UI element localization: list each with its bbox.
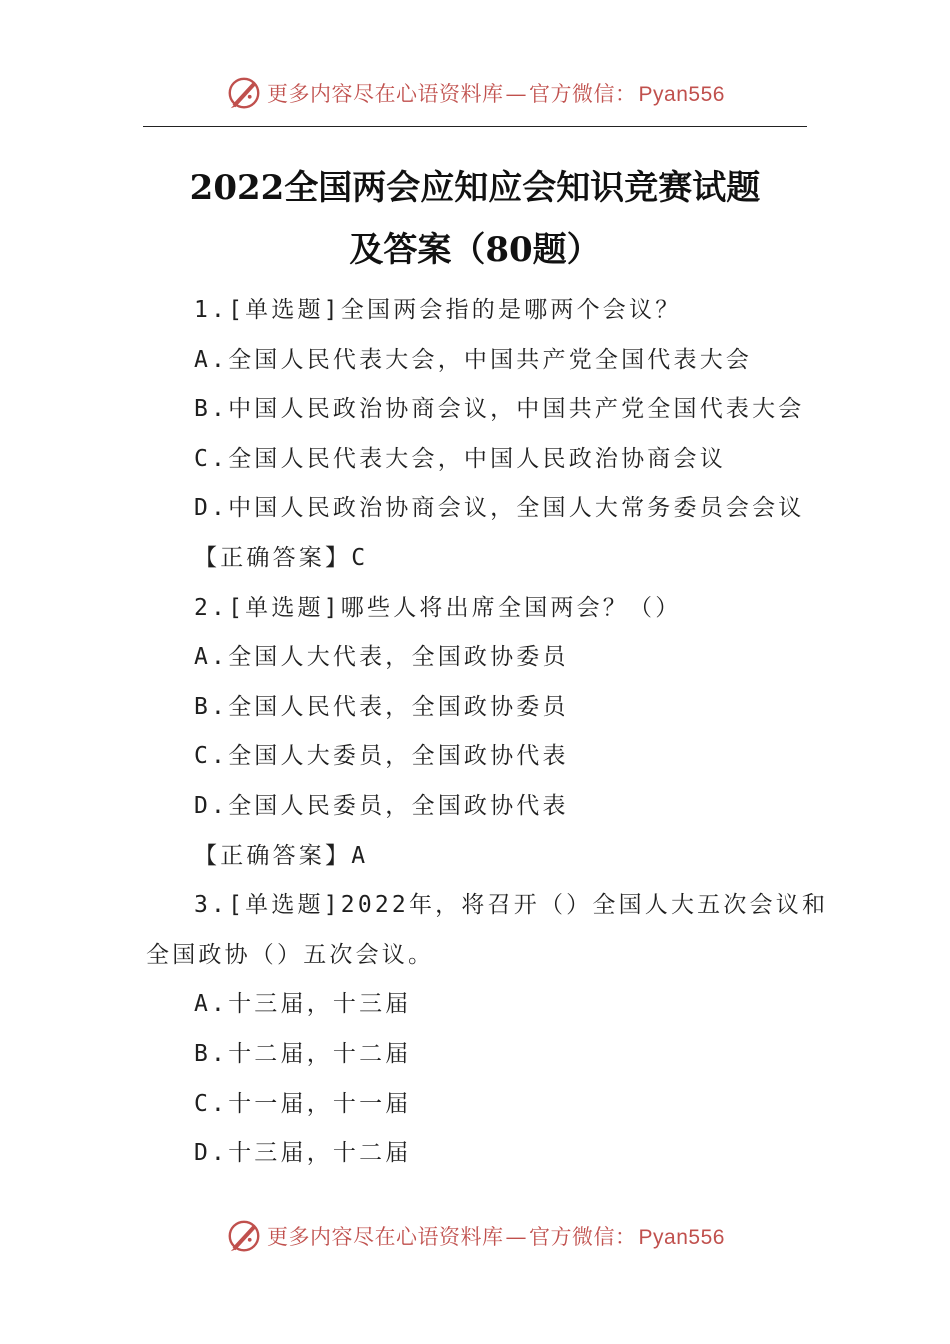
text-line: 2.[单选题]哪些人将出席全国两会？（）: [194, 594, 682, 621]
banner-wechat-id: Pyan556: [638, 83, 725, 106]
question-body: [146, 286, 829, 1179]
text-line: 全国政协（）五次会议。: [146, 941, 435, 968]
header-banner: [0, 71, 950, 115]
text-line: B.全国人民代表，全国政协委员: [194, 693, 569, 720]
header-rule: [143, 126, 807, 127]
text-line: B.中国人民政治协商会议，中国共产党全国代表大会: [194, 396, 805, 423]
banner-main-text: 更多内容尽在心语资料库: [267, 1225, 504, 1249]
text-line: C.十一届，十一届: [194, 1090, 412, 1117]
text-line: C.全国人大委员，全国政协代表: [194, 743, 569, 770]
text-line: D.十三届，十二届: [194, 1140, 412, 1167]
banner-wechat-id: Pyan556: [638, 1226, 725, 1249]
pen-logo-icon: [225, 74, 263, 112]
text-line: C.全国人民代表大会，中国人民政治协商会议: [194, 445, 726, 472]
document-title-line1: 2022全国两会应知应会知识竞赛试题: [189, 168, 761, 208]
text-line: A.全国人民代表大会，中国共产党全国代表大会: [194, 346, 753, 373]
answer-line: 【正确答案】C: [194, 544, 369, 571]
banner-dash: —: [505, 82, 528, 106]
answer-line: 【正确答案】A: [194, 842, 369, 869]
text-line: 3.[单选题]2022年，将召开（）全国人大五次会议和: [194, 892, 829, 919]
pen-logo-icon: [225, 1217, 263, 1255]
footer-banner: [0, 1214, 950, 1258]
text-line: A.十三届，十三届: [194, 991, 412, 1018]
text-line: A.全国人大代表，全国政协委员: [194, 644, 569, 671]
text-line: D.中国人民政治协商会议，全国人大常务委员会会议: [194, 495, 805, 522]
text-line: B.十二届，十二届: [194, 1040, 412, 1067]
banner-main-text: 更多内容尽在心语资料库: [267, 82, 504, 106]
banner-wechat-label: 官方微信：: [529, 1225, 637, 1249]
text-line: 1.[单选题]全国两会指的是哪两个会议？: [194, 297, 682, 323]
banner-dash: —: [505, 1225, 528, 1249]
document-title-line2: 及答案（80题）: [349, 230, 601, 270]
text-line: D.全国人民委员，全国政协代表: [194, 792, 569, 819]
banner-wechat-label: 官方微信：: [529, 82, 637, 106]
